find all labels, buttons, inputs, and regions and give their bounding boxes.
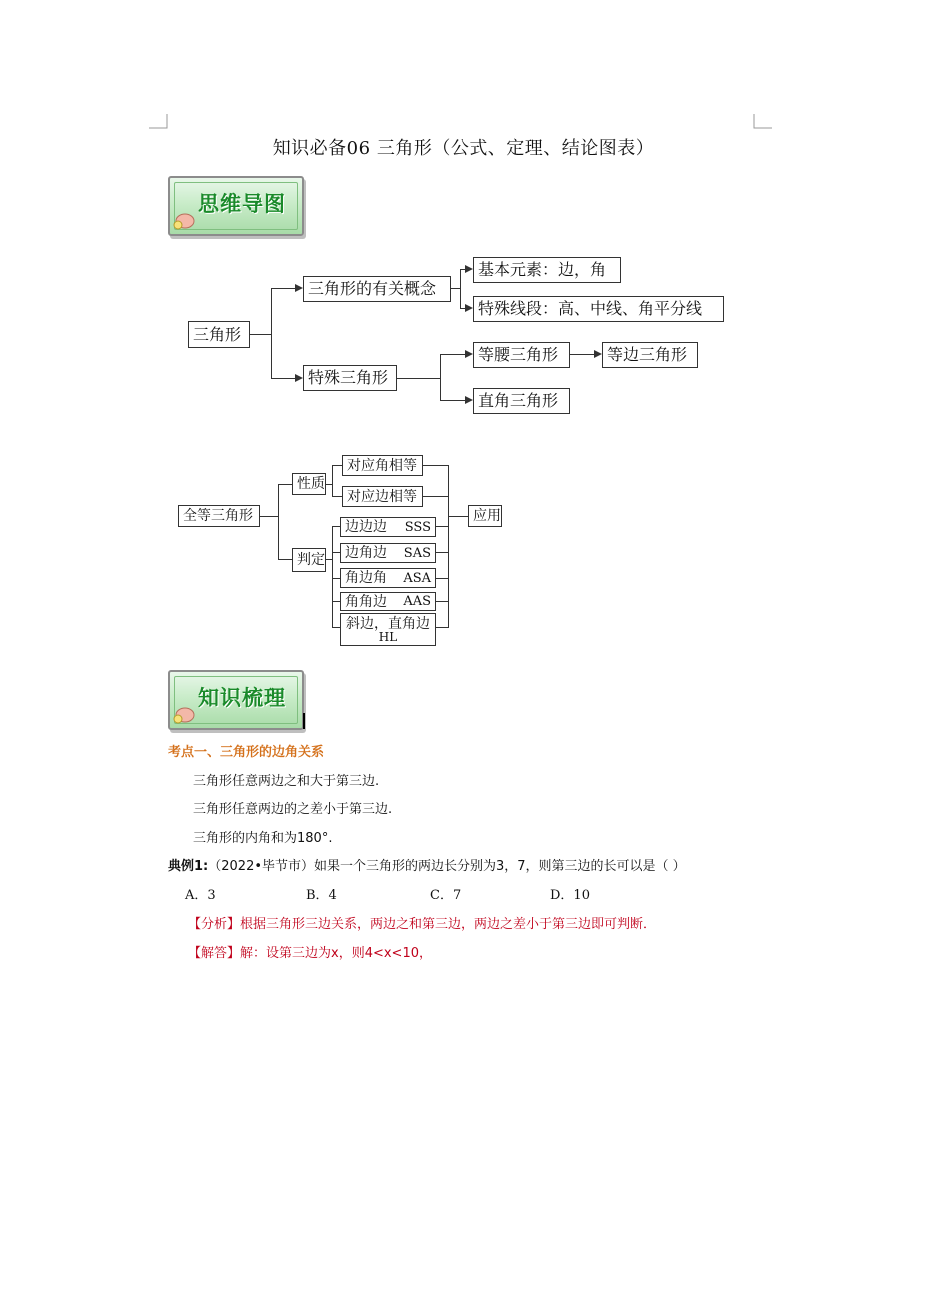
option-a: A．3 xyxy=(185,888,216,903)
map2-node-judgment: 判定 xyxy=(292,548,326,572)
option-d: D．10 xyxy=(550,888,590,903)
page-title: 知识必备06 三角形（公式、定理、结论图表） xyxy=(272,138,655,159)
option-b: B．4 xyxy=(306,888,337,903)
knowledge-point: 三角形任意两边的之差小于第三边. xyxy=(193,802,393,817)
map2-node-sas: 边角边 SAS xyxy=(340,543,436,563)
map-node-special-triangles: 特殊三角形 xyxy=(303,365,397,391)
option-c: C．7 xyxy=(430,888,462,903)
map-node-concepts: 三角形的有关概念 xyxy=(303,276,451,302)
teapot-icon xyxy=(172,702,198,724)
map-node-isosceles: 等腰三角形 xyxy=(473,342,570,368)
map-node-triangle: 三角形 xyxy=(188,321,250,348)
map-node-equilateral: 等边三角形 xyxy=(602,342,698,368)
text-cursor xyxy=(303,713,305,729)
map2-node-application: 应用 xyxy=(468,505,502,527)
map2-node-corr-sides: 对应边相等 xyxy=(342,486,423,507)
teapot-icon xyxy=(172,208,198,230)
map-node-right-triangle: 直角三角形 xyxy=(473,388,570,414)
mind-map-banner xyxy=(168,176,304,236)
section-heading: 考点一、三角形的边角关系 xyxy=(168,745,325,760)
map2-node-sss: 边边边 SSS xyxy=(340,517,436,537)
page-corner-mark xyxy=(752,114,772,130)
map2-node-corr-angles: 对应角相等 xyxy=(342,455,423,476)
banner-title: 思维导图 xyxy=(198,192,286,216)
map2-node-asa: 角边角 ASA xyxy=(340,568,436,588)
banner-title: 知识梳理 xyxy=(198,686,286,710)
map2-node-aas: 角角边 AAS xyxy=(340,592,436,611)
map2-node-congruent: 全等三角形 xyxy=(178,505,260,527)
map-node-special-segments: 特殊线段：高、中线、角平分线 xyxy=(473,296,724,322)
knowledge-point: 三角形的内角和为180°. xyxy=(193,831,333,846)
map2-node-hl: 斜边，直角边 HL xyxy=(340,613,436,646)
example-question: 典例1:（2022•毕节市）如果一个三角形的两边长分别为3，7，则第三边的长可以是（ ） xyxy=(168,859,686,874)
map-node-basic-elements: 基本元素：边，角 xyxy=(473,257,621,283)
analysis-text: 【分析】根据三角形三边关系，两边之和第三边，两边之差小于第三边即可判断． xyxy=(188,917,657,932)
page-corner-mark xyxy=(149,114,169,130)
knowledge-banner xyxy=(168,670,304,730)
knowledge-point: 三角形任意两边之和大于第三边. xyxy=(193,774,380,789)
solution-text: 【解答】解：设第三边为x，则4<x<10， xyxy=(188,946,432,961)
map2-node-property: 性质 xyxy=(292,473,326,495)
